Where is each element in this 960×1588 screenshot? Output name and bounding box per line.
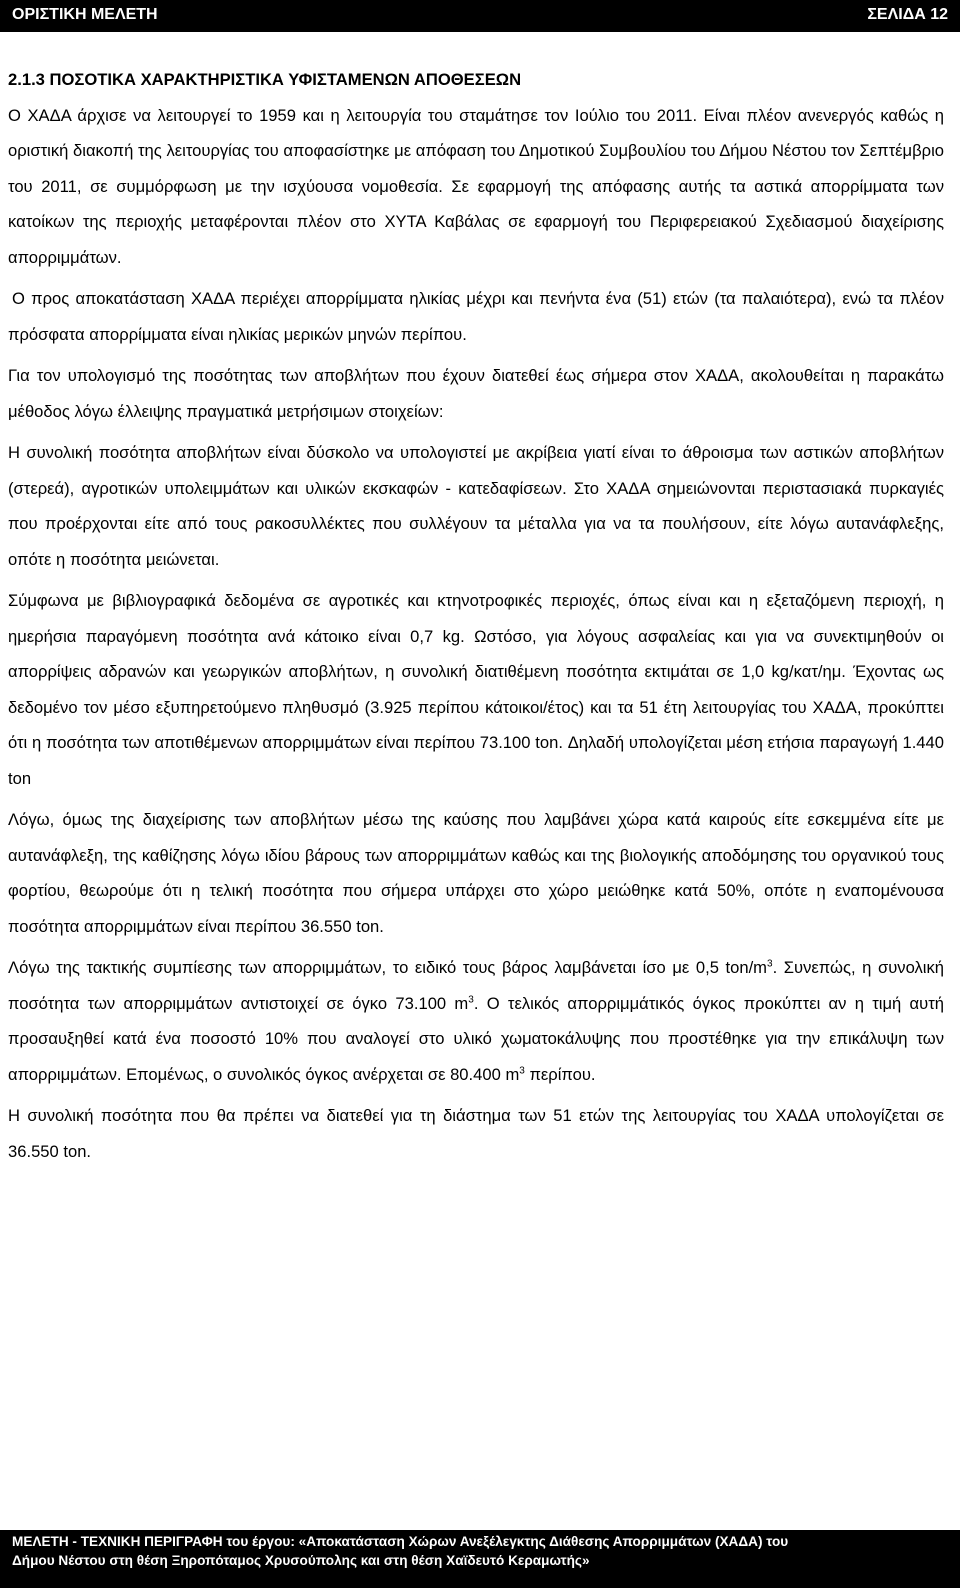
superscript-3: 3 — [468, 993, 474, 1005]
volume-text-a: Λόγω της τακτικής συμπίεσης των απορριμμάτων, το ειδικό τους βάρος λαμβάνεται ίσο με 0,5 ton/m — [8, 958, 768, 977]
paragraph-volume — [8, 950, 944, 1092]
paragraph-waste-age: Ο προς αποκατάσταση ΧΑΔΑ περιέχει απορρίμματα ηλικίας μέχρι και πενήντα ένα (51) ετών (τα παλαιότερα), ενώ τα πλέον πρόσφατα απορρίμματα είναι ηλικίας μερικών μηνών περίπου. — [8, 289, 944, 344]
volume-text-d: περίπου. — [524, 1064, 596, 1084]
superscript-3: 3 — [767, 958, 773, 970]
paragraph-method-intro: Για τον υπολογισμό της ποσότητας των αποβλήτων που έχουν διατεθεί έως σήμερα στον ΧΑΔΑ, ακολουθείται η παρακάτω μέθοδος λόγω έλλειψης πραγματικά μετρήσιμων στοιχείων: — [8, 366, 944, 421]
page-header — [0, 0, 960, 32]
volume-text-b: . Συνεπώς, η συνολική ποσότητα των απορριμμάτων αντιστοιχεί σε όγκο 73.100 m — [8, 958, 944, 1013]
footer-line-1: ΜΕΛΕΤΗ - ΤΕΧΝΙΚΗ ΠΕΡΙΓΡΑΦΗ του έργου: «Αποκατάσταση Χώρων Ανεξέλεγκτης Διάθεσης Απορριμμάτων (ΧΑΔΑ) του — [12, 1534, 789, 1549]
paragraph-reduction: Λόγω, όμως της διαχείρισης των αποβλήτων μέσω της καύσης που λαμβάνει χώρα κατά καιρούς είτε εσκεμμένα είτε με αυτανάφλεξη, της καθίζησης λόγω ιδίου βάρους των απορριμμάτων καθώς και της βιολογικής αποδόμησης του οργανικού τους φορτίου, θεωρούμε ότι η τελική ποσότητα που σήμερα υπάρχει στο χώρο μειώθηκε κατά 50%, οπότε η εναπομένουσα ποσότητα απορριμμάτων είναι περίπου 36.550 ton. — [8, 810, 944, 936]
paragraph-bibliographic-data: Σύμφωνα με βιβλιογραφικά δεδομένα σε αγροτικές και κτηνοτροφικές περιοχές, όπως είναι και η εξεταζόμενη περιοχή, η ημερήσια παραγόμενη ποσότητα ανά κάτοικο είναι 0,7 kg. Ωστόσο, για λόγους ασφαλείας και για να συνεκτιμηθούν οι απορρίψεις αδρανών και γεωργικών αποβλήτων, η συνολική διατιθέμενη ποσότητα εκτιμάται σε 1,0 kg/κατ/ημ. Έχοντας ως δεδομένο τον μέσο εξυπηρετούμενο πληθυσμό (3.925 περίπου κάτοικοι/έτος) και τα 51 έτη λειτουργίας του ΧΑΔΑ, προκύπτει ότι η ποσότητα των αποτιθέμενων απορριμμάτων είναι περίπου 73.100 ton. Δηλαδή υπολογίζεται μέση ετήσια παραγωγή 1.440 ton — [8, 591, 944, 788]
footer-line-2: Δήμου Νέστου στη θέση Ξηροπόταμος Χρυσούπολης και στη θέση Χαϊδευτό Κεραμωτής» — [12, 1553, 590, 1568]
volume-text-c: . Ο τελικός απορριμμάτικός όγκος προκύπτει αν η τιμή αυτή προσαυξηθεί κατά ένα ποσοστό 10% που αναλογεί στο υλικό χωματοκάλυψης που προστέθηκε για την επικάλυψη των απορριμμάτων. Επομένως, ο συνολικός όγκος ανέρχεται σε 80.400 m — [8, 993, 944, 1084]
document-type-label: ΟΡΙΣΤΙΚΗ ΜΕΛΕΤΗ — [12, 6, 158, 23]
document-body — [8, 62, 944, 1175]
paragraph-operation-history: Ο ΧΑΔΑ άρχισε να λειτουργεί το 1959 και η λειτουργία του σταμάτησε τον Ιούλιο του 2011. Είναι πλέον ανενεργός καθώς η οριστική διακοπή της λειτουργίας του αποφασίστηκε με απόφαση του Δημοτικού Συμβουλίου του Δήμου Νέστου τον Σεπτέμβριο του 2011, σε συμμόρφωση με την ισχύουσα νομοθεσία. Σε εφαρμογή της απόφασης αυτής τα αστικά απορρίμματα των κατοίκων της περιοχής μεταφέρονται πλέον στο ΧΥΤΑ Καβάλας σε εφαρμογή του Περιφερειακού Σχεδιασμού διαχείρισης απορριμμάτων. — [8, 105, 944, 267]
paragraph-total-quantity: Η συνολική ποσότητα αποβλήτων είναι δύσκολο να υπολογιστεί με ακρίβεια γιατί είναι το άθροισμα των αστικών αποβλήτων (στερεά), αγροτικών υπολειμμάτων και υλικών εκσκαφών - κατεδαφίσεων. Στο ΧΑΔΑ σημειώνονται περιστασιακά πυρκαγιές που προέρχονται είτε από τους ρακοσυλλέκτες που συλλέγουν τα μέταλλα για να τα πουλήσουν, είτε λόγω αυτανάφλεξης, οπότε η ποσότητα μειώνεται. — [8, 443, 944, 569]
section-title: 2.1.3 ΠΟΣΟΤΙΚΑ ΧΑΡΑΚΤΗΡΙΣΤΙΚΑ ΥΦΙΣΤΑΜΕΝΩΝ ΑΠΟΘΕΣΕΩΝ — [8, 70, 522, 89]
paragraph-final-total: Η συνολική ποσότητα που θα πρέπει να διατεθεί για τη διάστημα των 51 ετών της λειτουργίας του ΧΑΔΑ υπολογίζεται σε 36.550 ton. — [8, 1106, 944, 1161]
superscript-3: 3 — [519, 1064, 525, 1076]
page-footer — [0, 1530, 960, 1588]
page-number-label: ΣΕΛΙΔΑ 12 — [867, 6, 948, 23]
